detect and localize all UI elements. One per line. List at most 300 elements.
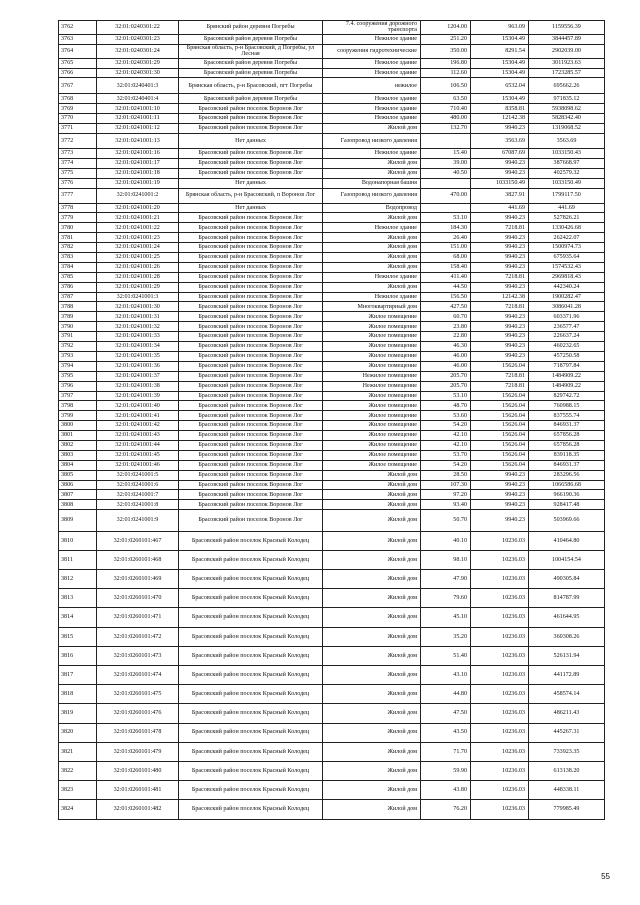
object-type-cell: Нежилое помещение (323, 381, 421, 391)
cadastral-value-cell: 1159556.39 (529, 21, 605, 35)
area-cell: 51.40 (421, 646, 471, 665)
row-number-cell: 3783 (59, 253, 97, 263)
cadastral-value-cell: 1033150.49 (529, 178, 605, 188)
cadastral-value-cell: 5828342.40 (529, 114, 605, 124)
cadastral-value-cell: 1900282.47 (529, 292, 605, 302)
table-row (59, 685, 605, 704)
table-row (59, 68, 605, 78)
object-type-cell: Газопровод низкого давления (323, 188, 421, 203)
area-cell: 184.30 (421, 223, 471, 233)
object-type-cell: Жилое помещение (323, 431, 421, 441)
object-type-cell: Нежилое здание (323, 34, 421, 44)
object-type-cell: Жилой дом (323, 742, 421, 761)
cadastral-value-cell: 410464.80 (529, 531, 605, 550)
area-cell: 59.90 (421, 761, 471, 780)
specific-value-cell: 7218.81 (471, 302, 529, 312)
row-number-cell: 3801 (59, 431, 97, 441)
cadastral-value-cell: 1484909.22 (529, 381, 605, 391)
cadastral-value-cell: 1574532.43 (529, 262, 605, 272)
cadastral-number-cell: 32:01:0241001:34 (97, 342, 179, 352)
address-cell: Брасовский район поселок Воронов Лог (179, 149, 323, 159)
object-type-cell: Жилой дом (323, 500, 421, 510)
object-type-cell: Нежилое здание (323, 149, 421, 159)
table-row (59, 781, 605, 800)
address-cell: Брасовский район поселок Воронов Лог (179, 332, 323, 342)
table-row (59, 460, 605, 470)
address-cell: Брасовский район поселок Воронов Лог (179, 470, 323, 480)
cadastral-number-cell: 32:01:0241001:42 (97, 421, 179, 431)
row-number-cell: 3780 (59, 223, 97, 233)
table-row (59, 158, 605, 168)
cadastral-number-cell: 32:01:0241001:41 (97, 411, 179, 421)
object-type-cell: Жилой дом (323, 243, 421, 253)
row-number-cell: 3808 (59, 500, 97, 510)
row-number-cell: 3777 (59, 188, 97, 203)
specific-value-cell: 1033150.49 (471, 178, 529, 188)
specific-value-cell: 15304.49 (471, 94, 529, 104)
specific-value-cell: 3563.69 (471, 134, 529, 149)
object-type-cell: Жилое помещение (323, 361, 421, 371)
table-row (59, 608, 605, 627)
table-row (59, 114, 605, 124)
table-row (59, 253, 605, 263)
area-cell: 44.80 (421, 685, 471, 704)
cadastral-value-cell: 829742.72 (529, 391, 605, 401)
table-row (59, 94, 605, 104)
row-number-cell: 3789 (59, 312, 97, 322)
address-cell: Нет данных (179, 178, 323, 188)
row-number-cell: 3794 (59, 361, 97, 371)
cadastral-value-cell: 5938098.62 (529, 104, 605, 114)
object-type-cell: Жилой дом (323, 233, 421, 243)
table-row (59, 342, 605, 352)
specific-value-cell: 10236.03 (471, 589, 529, 608)
specific-value-cell: 12142.38 (471, 114, 529, 124)
row-number-cell: 3797 (59, 391, 97, 401)
cadastral-number-cell: 32:01:0241001:36 (97, 361, 179, 371)
cadastral-value-cell: 1066586.68 (529, 480, 605, 490)
cadastral-value-cell: 971835.12 (529, 94, 605, 104)
object-type-cell: Жилой дом (323, 646, 421, 665)
area-cell: 23.80 (421, 322, 471, 332)
address-cell: Брасовский район поселок Красный Колодец (179, 685, 323, 704)
row-number-cell: 3782 (59, 243, 97, 253)
table-row (59, 21, 605, 35)
address-cell: Брасовский район поселок Воронов Лог (179, 431, 323, 441)
address-cell: Брасовский район поселок Воронов Лог (179, 104, 323, 114)
table-row (59, 431, 605, 441)
object-type-cell: Жилой дом (323, 550, 421, 569)
object-type-cell: Жилое помещение (323, 440, 421, 450)
table-row (59, 470, 605, 480)
object-type-cell: Жилой дом (323, 666, 421, 685)
row-number-cell: 3821 (59, 742, 97, 761)
object-type-cell: Жилое помещение (323, 342, 421, 352)
address-cell: Брасовский район деревня Погребы (179, 34, 323, 44)
address-cell: Брасовский район поселок Красный Колодец (179, 589, 323, 608)
area-cell: 411.40 (421, 272, 471, 282)
specific-value-cell: 9940.23 (471, 510, 529, 532)
row-number-cell: 3795 (59, 371, 97, 381)
row-number-cell: 3802 (59, 440, 97, 450)
row-number-cell: 3785 (59, 272, 97, 282)
table-row (59, 203, 605, 213)
cadastral-number-cell: 32:01:0241001:44 (97, 440, 179, 450)
cadastral-number-cell: 32:01:0241001:39 (97, 391, 179, 401)
row-number-cell: 3815 (59, 627, 97, 646)
table-row (59, 312, 605, 322)
address-cell: Брасовский район поселок Красный Колодец (179, 723, 323, 742)
specific-value-cell: 10236.03 (471, 570, 529, 589)
area-cell: 50.70 (421, 510, 471, 532)
row-number-cell: 3791 (59, 332, 97, 342)
object-type-cell: Жилое помещение (323, 411, 421, 421)
cadastral-number-cell: 32:01:0241001:46 (97, 460, 179, 470)
object-type-cell: Жилое помещение (323, 351, 421, 361)
row-number-cell: 3784 (59, 262, 97, 272)
address-cell: Брасовский район поселок Красный Колодец (179, 781, 323, 800)
address-cell: Брасовский район поселок Красный Колодец (179, 666, 323, 685)
address-cell: Брасовский район поселок Воронов Лог (179, 391, 323, 401)
specific-value-cell: 9940.23 (471, 233, 529, 243)
address-cell: Брасовский район поселок Воронов Лог (179, 158, 323, 168)
cadastral-number-cell: 32:01:0241001:7 (97, 490, 179, 500)
cadastral-number-cell: 32:01:0241001:45 (97, 450, 179, 460)
cadastral-number-cell: 32:01:0240301:24 (97, 44, 179, 58)
specific-value-cell: 7218.81 (471, 371, 529, 381)
area-cell (421, 203, 471, 213)
specific-value-cell: 8358.81 (471, 104, 529, 114)
address-cell: Брасовский район поселок Воронов Лог (179, 213, 323, 223)
cadastral-number-cell: 32:01:0241001:37 (97, 371, 179, 381)
table-row (59, 149, 605, 159)
area-cell: 710.40 (421, 104, 471, 114)
cadastral-value-cell: 846931.37 (529, 421, 605, 431)
area-cell: 46.00 (421, 351, 471, 361)
area-cell: 350.00 (421, 44, 471, 58)
cadastral-number-cell: 32:01:0241001:17 (97, 158, 179, 168)
row-number-cell: 3776 (59, 178, 97, 188)
cadastral-number-cell: 32:01:0240301:22 (97, 21, 179, 35)
specific-value-cell: 9940.23 (471, 243, 529, 253)
table-row (59, 761, 605, 780)
address-cell: Брасовский район поселок Красный Колодец (179, 531, 323, 550)
address-cell: Брасовский район поселок Воронов Лог (179, 510, 323, 532)
address-cell: Брасовский район поселок Красный Колодец (179, 570, 323, 589)
specific-value-cell: 15626.04 (471, 440, 529, 450)
object-type-cell: Жилой дом (323, 570, 421, 589)
address-cell: Брасовский район поселок Воронов Лог (179, 500, 323, 510)
cadastral-number-cell: 32:01:0241001:16 (97, 149, 179, 159)
object-type-cell: Нежилое здание (323, 292, 421, 302)
object-type-cell: Жилой дом (323, 510, 421, 532)
cadastral-value-cell: 460232.65 (529, 342, 605, 352)
object-type-cell: Жилое помещение (323, 322, 421, 332)
row-number-cell: 3775 (59, 168, 97, 178)
cadastral-number-cell: 32:01:0260101:473 (97, 646, 179, 665)
cadastral-number-cell: 32:01:0260101:469 (97, 570, 179, 589)
specific-value-cell: 9940.23 (471, 158, 529, 168)
specific-value-cell: 9940.23 (471, 312, 529, 322)
specific-value-cell: 10236.03 (471, 723, 529, 742)
specific-value-cell: 15626.04 (471, 431, 529, 441)
cadastral-value-cell: 928417.48 (529, 500, 605, 510)
specific-value-cell: 9940.23 (471, 342, 529, 352)
cadastral-value-cell: 966190.36 (529, 490, 605, 500)
cadastral-value-cell: 1484909.22 (529, 371, 605, 381)
area-cell: 39.00 (421, 158, 471, 168)
cadastral-number-cell: 32:01:0241001:18 (97, 168, 179, 178)
cadastral-number-cell: 32:01:0260101:474 (97, 666, 179, 685)
cadastral-number-cell: 32:01:0260101:468 (97, 550, 179, 569)
table-row (59, 282, 605, 292)
row-number-cell: 3798 (59, 401, 97, 411)
object-type-cell: Газопровод низкого давления (323, 134, 421, 149)
address-cell: Брасовский район деревня Погребы (179, 68, 323, 78)
row-number-cell: 3807 (59, 490, 97, 500)
area-cell: 53.10 (421, 391, 471, 401)
cadastral-value-cell: 1799117.50 (529, 188, 605, 203)
row-number-cell: 3769 (59, 104, 97, 114)
row-number-cell: 3803 (59, 450, 97, 460)
cadastral-number-cell: 32:01:0260101:482 (97, 800, 179, 819)
row-number-cell: 3792 (59, 342, 97, 352)
row-number-cell: 3818 (59, 685, 97, 704)
specific-value-cell: 15626.04 (471, 391, 529, 401)
row-number-cell: 3773 (59, 149, 97, 159)
row-number-cell: 3823 (59, 781, 97, 800)
address-cell: Брасовский район поселок Воронов Лог (179, 262, 323, 272)
area-cell: 132.70 (421, 124, 471, 134)
row-number-cell: 3790 (59, 322, 97, 332)
specific-value-cell: 15626.04 (471, 421, 529, 431)
row-number-cell: 3809 (59, 510, 97, 532)
area-cell (421, 178, 471, 188)
row-number-cell: 3820 (59, 723, 97, 742)
cadastral-value-cell: 1500974.73 (529, 243, 605, 253)
address-cell: Нет данных (179, 134, 323, 149)
object-type-cell: Жилой дом (323, 253, 421, 263)
specific-value-cell: 10236.03 (471, 531, 529, 550)
area-cell: 53.10 (421, 213, 471, 223)
cadastral-value-table (58, 20, 605, 820)
table-row (59, 440, 605, 450)
table-row (59, 570, 605, 589)
row-number-cell: 3787 (59, 292, 97, 302)
cadastral-number-cell: 32:01:0241001:11 (97, 114, 179, 124)
cadastral-number-cell: 32:01:0241001:32 (97, 322, 179, 332)
row-number-cell: 3817 (59, 666, 97, 685)
object-type-cell: сооружения гидротехнические (323, 44, 421, 58)
specific-value-cell: 9940.23 (471, 490, 529, 500)
object-type-cell: Жилой дом (323, 761, 421, 780)
object-type-cell: Жилой дом (323, 685, 421, 704)
area-cell: 54.20 (421, 460, 471, 470)
address-cell: Брасовский район поселок Воронов Лог (179, 490, 323, 500)
area-cell: 205.70 (421, 371, 471, 381)
row-number-cell: 3811 (59, 550, 97, 569)
object-type-cell: Жилое помещение (323, 391, 421, 401)
cadastral-number-cell: 32:01:0241001:13 (97, 134, 179, 149)
address-cell: Брянская область, р-н Брасовский, пгт Погребы (179, 78, 323, 94)
address-cell: Брасовский район поселок Красный Колодец (179, 742, 323, 761)
area-cell: 53.70 (421, 450, 471, 460)
cadastral-number-cell: 32:01:0240301:29 (97, 58, 179, 68)
cadastral-value-cell: 441.69 (529, 203, 605, 213)
row-number-cell: 3771 (59, 124, 97, 134)
cadastral-number-cell: 32:01:0260101:472 (97, 627, 179, 646)
area-cell: 40.50 (421, 168, 471, 178)
address-cell: Брасовский район поселок Воронов Лог (179, 322, 323, 332)
cadastral-value-cell: 360308.26 (529, 627, 605, 646)
object-type-cell: Многоквартирный дом (323, 302, 421, 312)
cadastral-value-cell: 695662.26 (529, 78, 605, 94)
table-row (59, 371, 605, 381)
cadastral-value-cell: 226637.24 (529, 332, 605, 342)
table-row (59, 411, 605, 421)
cadastral-value-cell: 3563.69 (529, 134, 605, 149)
specific-value-cell: 6532.04 (471, 78, 529, 94)
cadastral-value-cell: 387668.97 (529, 158, 605, 168)
cadastral-value-cell: 657856.28 (529, 440, 605, 450)
table-row (59, 78, 605, 94)
area-cell: 35.20 (421, 627, 471, 646)
specific-value-cell: 9940.23 (471, 168, 529, 178)
area-cell: 43.80 (421, 781, 471, 800)
cadastral-number-cell: 32:01:0241001:23 (97, 233, 179, 243)
address-cell: Брасовский район поселок Воронов Лог (179, 124, 323, 134)
table-row (59, 800, 605, 819)
object-type-cell: Жилой дом (323, 723, 421, 742)
specific-value-cell: 15304.49 (471, 58, 529, 68)
object-type-cell: нежилое (323, 78, 421, 94)
address-cell: Брасовский район поселок Воронов Лог (179, 480, 323, 490)
cadastral-number-cell: 32:01:0241001:10 (97, 104, 179, 114)
object-type-cell: Жилой дом (323, 800, 421, 819)
cadastral-number-cell: 32:01:0241001:24 (97, 243, 179, 253)
specific-value-cell: 15626.04 (471, 401, 529, 411)
address-cell: Брасовский район поселок Красный Колодец (179, 608, 323, 627)
object-type-cell: Жилой дом (323, 480, 421, 490)
cadastral-value-cell: 1723285.57 (529, 68, 605, 78)
cadastral-number-cell: 32:01:0241001:43 (97, 431, 179, 441)
area-cell: 63.50 (421, 94, 471, 104)
area-cell: 44.50 (421, 282, 471, 292)
area-cell: 93.40 (421, 500, 471, 510)
cadastral-value-cell: 3011923.63 (529, 58, 605, 68)
row-number-cell: 3764 (59, 44, 97, 58)
table-row (59, 178, 605, 188)
cadastral-number-cell: 32:01:0260101:478 (97, 723, 179, 742)
area-cell: 46.00 (421, 361, 471, 371)
row-number-cell: 3763 (59, 34, 97, 44)
object-type-cell: Жилой дом (323, 490, 421, 500)
specific-value-cell: 10236.03 (471, 627, 529, 646)
table-row (59, 490, 605, 500)
area-cell: 251.20 (421, 34, 471, 44)
cadastral-number-cell: 32:01:0241001:33 (97, 332, 179, 342)
cadastral-number-cell: 32:01:0241001:3 (97, 292, 179, 302)
table-row (59, 723, 605, 742)
area-cell: 1204.00 (421, 21, 471, 35)
table-row (59, 124, 605, 134)
object-type-cell: Жилой дом (323, 627, 421, 646)
area-cell: 28.50 (421, 470, 471, 480)
area-cell: 79.60 (421, 589, 471, 608)
cadastral-value-cell: 262422.07 (529, 233, 605, 243)
table-row (59, 168, 605, 178)
address-cell: Брасовский район поселок Воронов Лог (179, 342, 323, 352)
specific-value-cell: 7218.81 (471, 381, 529, 391)
cadastral-value-cell: 846931.37 (529, 460, 605, 470)
address-cell: Брасовский район поселок Красный Колодец (179, 646, 323, 665)
table-row (59, 704, 605, 723)
area-cell: 68.00 (421, 253, 471, 263)
cadastral-value-cell: 402579.32 (529, 168, 605, 178)
specific-value-cell: 10236.03 (471, 781, 529, 800)
address-cell: Брасовский район поселок Воронов Лог (179, 292, 323, 302)
cadastral-number-cell: 32:01:0241001:8 (97, 500, 179, 510)
address-cell: Брасовский район поселок Воронов Лог (179, 421, 323, 431)
row-number-cell: 3762 (59, 21, 97, 35)
cadastral-value-cell: 461644.95 (529, 608, 605, 627)
row-number-cell: 3779 (59, 213, 97, 223)
object-type-cell: Жилой дом (323, 531, 421, 550)
cadastral-value-cell: 3086041.28 (529, 302, 605, 312)
cadastral-number-cell: 32:01:0241001:25 (97, 253, 179, 263)
cadastral-number-cell: 32:01:0260101:481 (97, 781, 179, 800)
address-cell: Брасовский район поселок Воронов Лог (179, 282, 323, 292)
address-cell: Брасовский район деревня Погребы (179, 94, 323, 104)
cadastral-number-cell: 32:01:0241001:19 (97, 178, 179, 188)
area-cell: 107.30 (421, 480, 471, 490)
table-row (59, 233, 605, 243)
address-cell: Брасовский район поселок Воронов Лог (179, 411, 323, 421)
table-row (59, 361, 605, 371)
specific-value-cell: 9940.23 (471, 332, 529, 342)
address-cell: Брасовский район поселок Воронов Лог (179, 381, 323, 391)
specific-value-cell: 15626.04 (471, 460, 529, 470)
specific-value-cell: 10236.03 (471, 646, 529, 665)
cadastral-value-cell: 445267.31 (529, 723, 605, 742)
cadastral-number-cell: 32:01:0241001:20 (97, 203, 179, 213)
cadastral-number-cell: 32:01:0241001:26 (97, 262, 179, 272)
table-row (59, 421, 605, 431)
table-row (59, 646, 605, 665)
cadastral-value-cell: 675935.64 (529, 253, 605, 263)
area-cell: 470.00 (421, 188, 471, 203)
row-number-cell: 3819 (59, 704, 97, 723)
cadastral-number-cell: 32:01:0241001:30 (97, 302, 179, 312)
cadastral-number-cell: 32:01:0260101:470 (97, 589, 179, 608)
cadastral-value-cell: 837555.74 (529, 411, 605, 421)
cadastral-value-cell: 457250.58 (529, 351, 605, 361)
area-cell: 97.20 (421, 490, 471, 500)
cadastral-value-cell: 1033150.43 (529, 149, 605, 159)
area-cell: 54.20 (421, 421, 471, 431)
specific-value-cell: 15304.49 (471, 34, 529, 44)
row-number-cell: 3796 (59, 381, 97, 391)
cadastral-number-cell: 32:01:0241001:12 (97, 124, 179, 134)
address-cell: Брасовский район поселок Воронов Лог (179, 460, 323, 470)
address-cell: Брасовский район поселок Воронов Лог (179, 114, 323, 124)
table-row (59, 322, 605, 332)
object-type-cell: Водонапорная башня (323, 178, 421, 188)
specific-value-cell: 9940.23 (471, 351, 529, 361)
object-type-cell: Водопровод (323, 203, 421, 213)
table-row (59, 332, 605, 342)
row-number-cell: 3786 (59, 282, 97, 292)
